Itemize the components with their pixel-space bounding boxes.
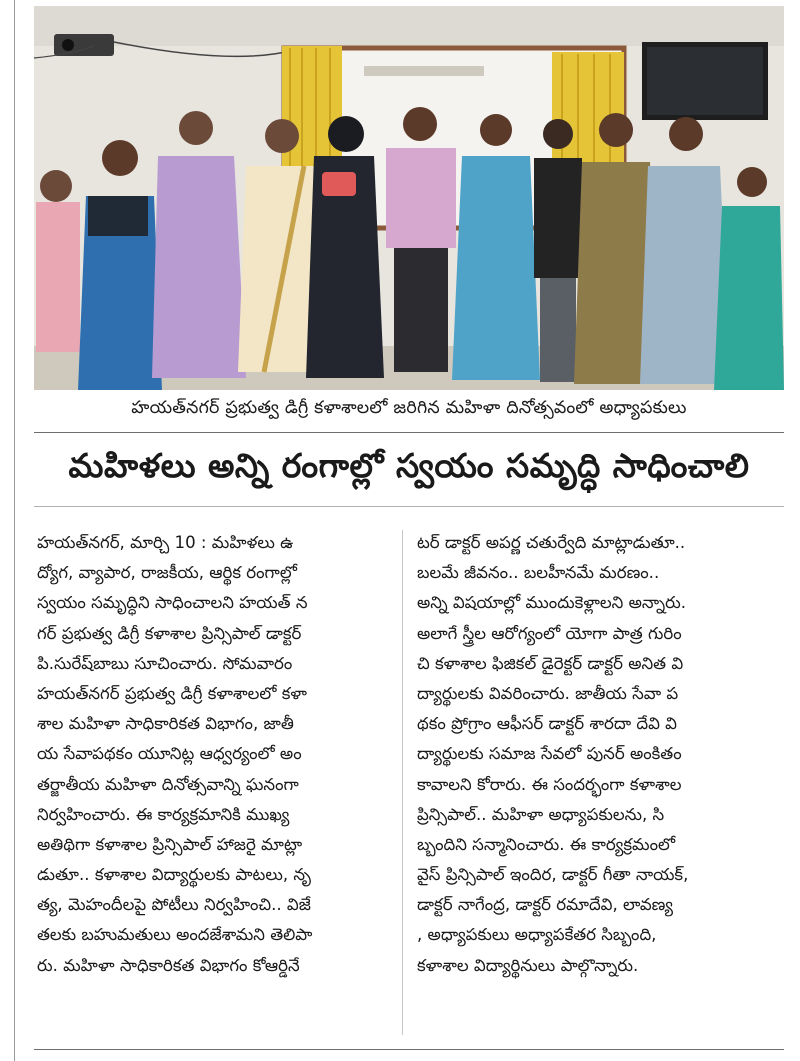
caption-divider <box>34 432 784 433</box>
article-line: తలకు బహుమతులు అందజేశామని తెలిపా <box>37 925 313 945</box>
photo-illustration <box>34 6 784 390</box>
article-line: య సేవాపథకం యూనిట్ల ఆధ్వర్యంలో అం <box>37 744 302 764</box>
article-column-left <box>37 528 389 981</box>
article-line: శాల మహిళా సాధికారికత విభాగం, జాతీ <box>37 714 294 734</box>
article-column-right <box>417 528 769 981</box>
article-line: డాక్టర్ నాగేంద్ర, డాక్టర్ రమాదేవి, లావణ్య <box>417 895 673 915</box>
bottom-rule <box>34 1049 784 1050</box>
article-headline: మహిళలు అన్ని రంగాల్లో స్వయం సమృద్ధి సాధించాలి <box>68 446 750 485</box>
article-line: , అధ్యాపకులు అధ్యాపకేతర సిబ్బంది, <box>417 925 657 945</box>
article-line: నిర్వహించారు. ఈ కార్యక్రమానికి ముఖ్య <box>37 804 290 824</box>
article-line: వైస్ ప్రిన్సిపాల్ ఇందిర, డాక్టర్ గీతా నాయక్, <box>417 865 689 885</box>
article-line: కావాలని కోరారు. ఈ సందర్భంగా కళాశాల <box>417 774 682 794</box>
article-line: త్య, మెహందీలపై పోటీలు నిర్వహించి.. విజే <box>37 895 311 915</box>
article-line: ద్యార్థులకు సమాజ సేవలో పునర్ అంకితం <box>417 744 682 764</box>
news-photo <box>34 6 784 390</box>
article-line: అలాగే స్త్రీల ఆరోగ్యంలో యోగా పాత్ర గురిం <box>417 623 682 643</box>
article-line: రు. మహిళా సాధికారికత విభాగం కోఆర్డినే <box>37 955 300 975</box>
photo-caption: హయత్‌నగర్ ప్రభుత్వ డిగ్రీ కళాశాలలో జరిగిన మహిళా దినోత్సవంలో అధ్యాపకులు <box>131 398 687 418</box>
column-divider <box>402 530 403 1035</box>
article-line: ప్రిన్సిపాల్.. మహిళా అధ్యాపకులను, సి <box>417 804 665 824</box>
article-line: పి.సురేష్‌బాబు సూచించారు. సోమవారం <box>37 653 293 673</box>
article-line: తర్జాతీయ మహిళా దినోత్సవాన్ని ఘనంగా <box>37 774 299 794</box>
article-line: థకం ప్రోగ్రాం ఆఫీసర్ డాక్టర్ శారదా దేవి వి <box>417 714 677 734</box>
article-line: డుతూ.. కళాశాల విద్యార్థులకు పాటలు, నృ <box>37 865 311 885</box>
article-line: కళాశాల విద్యార్థినులు పాల్గొన్నారు. <box>417 955 639 975</box>
article-line: హయత్‌నగర్ ప్రభుత్వ డిగ్రీ కళాశాలలో కళా <box>37 683 307 703</box>
article-line: అతిథిగా కళాశాల ప్రిన్సిపాల్ హాజరై మాట్లా <box>37 834 303 854</box>
article-line: స్వయం సమృద్ధిని సాధించాలని హయత్ న <box>37 593 308 613</box>
article-line: గర్ ప్రభుత్వ డిగ్రీ కళాశాల ప్రిన్సిపాల్ డాక్టర్ <box>37 623 302 643</box>
article-line: చి కళాశాల ఫిజికల్ డైరెక్టర్ డాక్టర్ అనిత వి <box>417 653 684 673</box>
headline-divider <box>34 506 784 507</box>
article-line: బలమే జీవనం.. బలహీనమే మరణం.. <box>417 563 660 583</box>
article-line: టర్ డాక్టర్ అపర్ణ చతుర్వేది మాట్లాడుతూ.. <box>417 533 686 552</box>
article-line: ద్యోగ, వ్యాపార, రాజకీయ, ఆర్థిక రంగాల్లో <box>37 563 297 583</box>
article-line: అన్ని విషయాల్లో ముందుకెళ్లాలని అన్నారు. <box>417 593 687 613</box>
page-margin-rule <box>14 0 15 1061</box>
article-line: హయత్‌నగర్, మార్చి 10 : మహిళలు ఉ <box>37 533 294 552</box>
article-line: బ్బందిని సన్మానించారు. ఈ కార్యక్రమంలో <box>417 834 676 854</box>
article-line: ద్యార్థులకు వివరించారు. జాతీయ సేవా ప <box>417 683 679 703</box>
